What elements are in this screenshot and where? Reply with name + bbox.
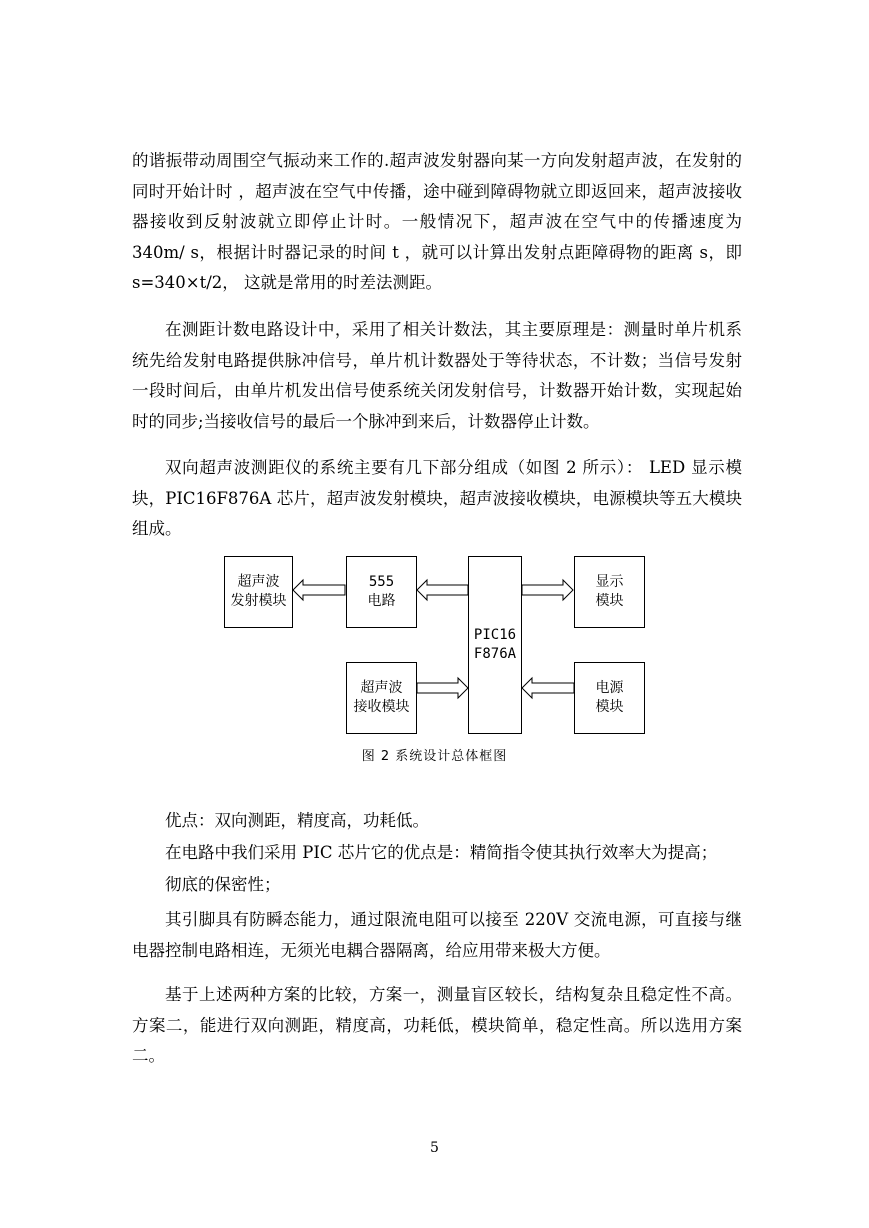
system-block-diagram [220, 550, 660, 742]
mcu-box: PIC16 F876A [468, 556, 522, 734]
display-module-box: 显示 模块 [574, 556, 645, 628]
rx-module-box: 超声波 接收模块 [346, 662, 417, 734]
arrow-555-to-tx [293, 580, 345, 600]
paragraph-3: 双向超声波测距仪的系统主要有几下部分组成（如图 2 所示）： LED 显示模块，PIC16F876A 芯片，超声波发射模块，超声波接收模块，电源模块等五大模块组成。 [132, 458, 742, 539]
paragraph-8: 基于上述两种方案的比较，方案一，测量盲区较长，结构复杂且稳定性不高。方案二，能进行双向测距，精度高，功耗低，模块简单，稳定性高。所以选用方案二。 [132, 985, 742, 1066]
page-number: 5 [430, 1140, 439, 1156]
figure-caption: 图 2 系统设计总体框图 [361, 749, 508, 764]
paragraph-7: 其引脚具有防瞬态能力，通过限流电阻可以接至 220V 交流电源，可直接与继电器控制电路相连，无须光电耦合器隔离，给应用带来极大方便。 [132, 910, 742, 960]
paragraph-6: 彻底的保密性； [165, 875, 281, 894]
arrow-mcu-to-display [522, 580, 573, 600]
paragraph-1: 的谐振带动周围空气振动来工作的.超声波发射器向某一方向发射超声波，在发射的同时开始计时 ，超声波在空气中传播，途中碰到障碍物就立即返回来，超声波接收器接收到反射波就立即停止计时。一般情况下，超声波在空气中的传播速度为 340m/ s，根据计时器记录的时间 t ，就可以计算出发射点距障碍物的距离 s，即 s=340×t/2， 这就是常用的时差法测距。 [132, 151, 742, 293]
tx-module-box: 超声波 发射模块 [224, 556, 293, 628]
paragraph-5: 在电路中我们采用 PIC 芯片它的优点是：精简指令使其执行效率大为提高； [165, 843, 718, 862]
arrow-power-to-mcu [522, 678, 574, 698]
arrow-mcu-to-555 [417, 580, 468, 600]
arrow-rx-to-mcu [417, 678, 468, 698]
paragraph-2: 在测距计数电路设计中，采用了相关计数法，其主要原理是：测量时单片机系统先给发射电路提供脉冲信号，单片机计数器处于等待状态，不计数；当信号发射一段时间后，由单片机发出信号使系统关闭发射信号，计数器开始计数，实现起始时的同步;当接收信号的最后一个脉冲到来后，计数器停止计数。 [132, 320, 742, 431]
paragraph-4: 优点：双向测距，精度高，功耗低。 [165, 811, 429, 830]
power-module-box: 电源 模块 [574, 662, 645, 734]
timer-555-box: 555 电路 [346, 556, 417, 628]
